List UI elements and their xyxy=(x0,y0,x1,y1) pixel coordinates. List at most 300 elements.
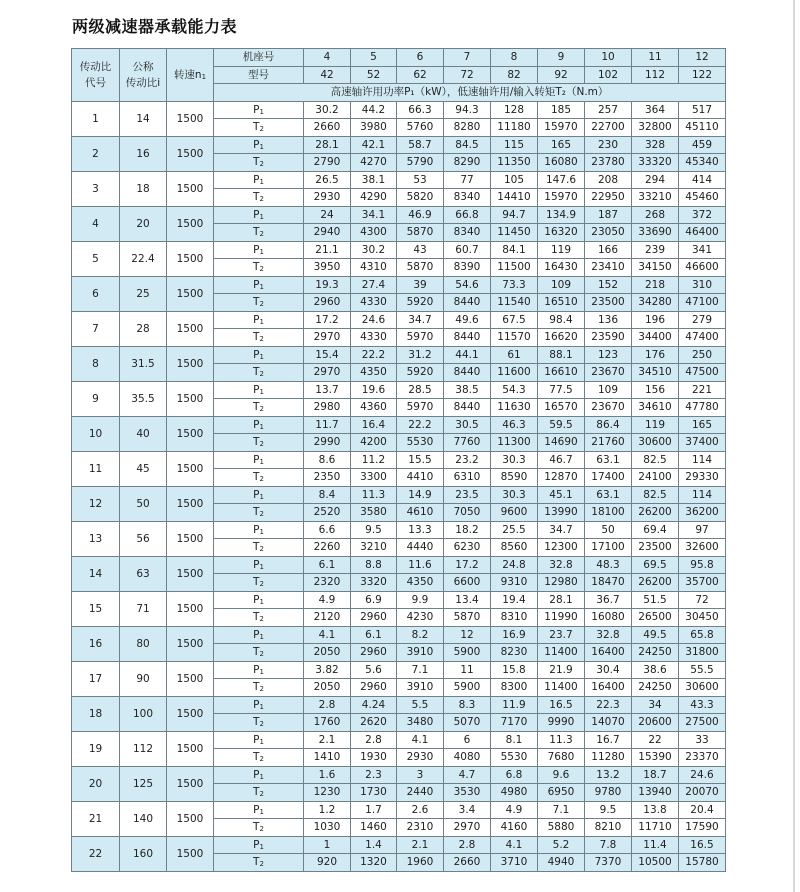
power-value-cell: 19.6 xyxy=(351,381,397,399)
power-value-cell: 66.3 xyxy=(397,101,444,119)
power-value-cell: 11.2 xyxy=(351,451,397,469)
speed-cell: 1500 xyxy=(167,486,214,521)
torque-value-cell: 24250 xyxy=(632,679,679,697)
torque-value-cell: 2960 xyxy=(351,679,397,697)
header-frame-number: 10 xyxy=(585,49,632,67)
power-value-cell: 18.7 xyxy=(632,766,679,784)
power-value-cell: 230 xyxy=(585,136,632,154)
torque-value-cell: 4310 xyxy=(351,259,397,277)
torque-value-cell: 11450 xyxy=(491,224,538,242)
nominal-ratio-cell: 90 xyxy=(120,661,167,696)
torque-value-cell: 4290 xyxy=(351,189,397,207)
power-label: $P_1$ xyxy=(214,206,304,224)
speed-cell: 1500 xyxy=(167,171,214,206)
torque-value-cell: 13940 xyxy=(632,784,679,802)
torque-value-cell: 4440 xyxy=(397,539,444,557)
power-value-cell: 6.8 xyxy=(491,766,538,784)
power-value-cell: 22 xyxy=(632,731,679,749)
torque-value-cell: 8440 xyxy=(444,329,491,347)
torque-value-cell: 8300 xyxy=(491,679,538,697)
torque-value-cell: 7680 xyxy=(538,749,585,767)
torque-label: $T_2$ xyxy=(214,854,304,872)
torque-value-cell: 2310 xyxy=(397,819,444,837)
torque-value-cell: 1460 xyxy=(351,819,397,837)
torque-value-cell: 15780 xyxy=(679,854,726,872)
header-model-number: 92 xyxy=(538,66,585,84)
power-label: $P_1$ xyxy=(214,731,304,749)
power-value-cell: 15.5 xyxy=(397,451,444,469)
power-value-cell: 2.1 xyxy=(304,731,351,749)
torque-value-cell: 3320 xyxy=(351,574,397,592)
torque-value-cell: 26200 xyxy=(632,574,679,592)
power-value-cell: 59.5 xyxy=(538,416,585,434)
torque-value-cell: 4200 xyxy=(351,434,397,452)
torque-value-cell: 8230 xyxy=(491,644,538,662)
power-value-cell: 88.1 xyxy=(538,346,585,364)
power-value-cell: 32.8 xyxy=(585,626,632,644)
torque-value-cell: 11350 xyxy=(491,154,538,172)
speed-cell: 1500 xyxy=(167,451,214,486)
torque-value-cell: 24250 xyxy=(632,644,679,662)
torque-value-cell: 10500 xyxy=(632,854,679,872)
torque-label: $T_2$ xyxy=(214,119,304,137)
header-model-number: 122 xyxy=(679,66,726,84)
power-value-cell: 39 xyxy=(397,276,444,294)
power-value-cell: 43.3 xyxy=(679,696,726,714)
power-value-cell: 65.8 xyxy=(679,626,726,644)
power-label: $P_1$ xyxy=(214,696,304,714)
torque-label: $T_2$ xyxy=(214,364,304,382)
torque-value-cell: 2960 xyxy=(304,294,351,312)
nominal-ratio-cell: 45 xyxy=(120,451,167,486)
ratio-code-cell: 17 xyxy=(72,661,120,696)
power-label: $P_1$ xyxy=(214,451,304,469)
torque-value-cell: 7370 xyxy=(585,854,632,872)
power-value-cell: 24.6 xyxy=(679,766,726,784)
torque-value-cell: 29330 xyxy=(679,469,726,487)
nominal-ratio-cell: 18 xyxy=(120,171,167,206)
power-value-cell: 166 xyxy=(585,241,632,259)
torque-value-cell: 22950 xyxy=(585,189,632,207)
ratio-code-cell: 14 xyxy=(72,556,120,591)
torque-value-cell: 5920 xyxy=(397,294,444,312)
power-value-cell: 134.9 xyxy=(538,206,585,224)
header-frame-number: 7 xyxy=(444,49,491,67)
power-label: $P_1$ xyxy=(214,661,304,679)
torque-value-cell: 14070 xyxy=(585,714,632,732)
power-value-cell: 3.4 xyxy=(444,801,491,819)
torque-value-cell: 2930 xyxy=(304,189,351,207)
header-frame-number: 4 xyxy=(304,49,351,67)
power-value-cell: 27.4 xyxy=(351,276,397,294)
power-value-cell: 38.6 xyxy=(632,661,679,679)
power-value-cell: 218 xyxy=(632,276,679,294)
power-value-cell: 30.2 xyxy=(351,241,397,259)
nominal-ratio-cell: 112 xyxy=(120,731,167,766)
torque-value-cell: 20600 xyxy=(632,714,679,732)
ratio-code-cell: 21 xyxy=(72,801,120,836)
torque-value-cell: 11300 xyxy=(491,434,538,452)
torque-value-cell: 4610 xyxy=(397,504,444,522)
power-value-cell: 95.8 xyxy=(679,556,726,574)
torque-value-cell: 1930 xyxy=(351,749,397,767)
power-value-cell: 11.9 xyxy=(491,696,538,714)
ratio-code-cell: 5 xyxy=(72,241,120,276)
power-value-cell: 34 xyxy=(632,696,679,714)
table-row xyxy=(72,416,726,434)
torque-value-cell: 23500 xyxy=(585,294,632,312)
table-row xyxy=(72,136,726,154)
torque-value-cell: 7760 xyxy=(444,434,491,452)
power-value-cell: 4.7 xyxy=(444,766,491,784)
power-value-cell: 11.3 xyxy=(351,486,397,504)
torque-value-cell: 36200 xyxy=(679,504,726,522)
torque-value-cell: 1760 xyxy=(304,714,351,732)
power-value-cell: 33 xyxy=(679,731,726,749)
power-value-cell: 24 xyxy=(304,206,351,224)
torque-value-cell: 9990 xyxy=(538,714,585,732)
torque-value-cell: 5070 xyxy=(444,714,491,732)
power-value-cell: 23.7 xyxy=(538,626,585,644)
power-value-cell: 14.9 xyxy=(397,486,444,504)
torque-value-cell: 16400 xyxy=(585,679,632,697)
speed-cell: 1500 xyxy=(167,766,214,801)
power-label: $P_1$ xyxy=(214,521,304,539)
power-value-cell: 19.3 xyxy=(304,276,351,294)
torque-value-cell: 3950 xyxy=(304,259,351,277)
torque-value-cell: 12870 xyxy=(538,469,585,487)
power-value-cell: 46.7 xyxy=(538,451,585,469)
ratio-code-cell: 18 xyxy=(72,696,120,731)
torque-value-cell: 1030 xyxy=(304,819,351,837)
power-value-cell: 414 xyxy=(679,171,726,189)
power-value-cell: 44.2 xyxy=(351,101,397,119)
power-value-cell: 18.2 xyxy=(444,521,491,539)
power-value-cell: 2.1 xyxy=(397,836,444,854)
ratio-code-cell: 6 xyxy=(72,276,120,311)
power-value-cell: 364 xyxy=(632,101,679,119)
power-value-cell: 42.1 xyxy=(351,136,397,154)
power-value-cell: 1.7 xyxy=(351,801,397,819)
torque-value-cell: 5900 xyxy=(444,644,491,662)
nominal-ratio-cell: 35.5 xyxy=(120,381,167,416)
power-value-cell: 8.8 xyxy=(351,556,397,574)
power-label: $P_1$ xyxy=(214,381,304,399)
power-value-cell: 1 xyxy=(304,836,351,854)
power-value-cell: 50 xyxy=(585,521,632,539)
nominal-ratio-cell: 160 xyxy=(120,836,167,871)
torque-label: $T_2$ xyxy=(214,154,304,172)
ratio-code-cell: 8 xyxy=(72,346,120,381)
speed-cell: 1500 xyxy=(167,556,214,591)
torque-value-cell: 3910 xyxy=(397,679,444,697)
torque-label: $T_2$ xyxy=(214,224,304,242)
header-model-number: 112 xyxy=(632,66,679,84)
power-value-cell: 43 xyxy=(397,241,444,259)
torque-value-cell: 4160 xyxy=(491,819,538,837)
speed-cell: 1500 xyxy=(167,101,214,136)
power-label: $P_1$ xyxy=(214,416,304,434)
power-value-cell: 4.1 xyxy=(304,626,351,644)
power-value-cell: 6.1 xyxy=(351,626,397,644)
torque-value-cell: 4080 xyxy=(444,749,491,767)
torque-value-cell: 4270 xyxy=(351,154,397,172)
power-value-cell: 114 xyxy=(679,486,726,504)
header-model-number: 82 xyxy=(491,66,538,84)
torque-value-cell: 8390 xyxy=(444,259,491,277)
header-model-number: 102 xyxy=(585,66,632,84)
torque-label: $T_2$ xyxy=(214,294,304,312)
power-value-cell: 82.5 xyxy=(632,486,679,504)
torque-value-cell: 5760 xyxy=(397,119,444,137)
torque-value-cell: 16570 xyxy=(538,399,585,417)
torque-value-cell: 4980 xyxy=(491,784,538,802)
power-value-cell: 8.6 xyxy=(304,451,351,469)
power-value-cell: 4.9 xyxy=(491,801,538,819)
power-value-cell: 13.7 xyxy=(304,381,351,399)
torque-value-cell: 17400 xyxy=(585,469,632,487)
speed-cell: 1500 xyxy=(167,241,214,276)
header-frame-number: 11 xyxy=(632,49,679,67)
ratio-code-cell: 1 xyxy=(72,101,120,136)
power-value-cell: 7.8 xyxy=(585,836,632,854)
power-value-cell: 136 xyxy=(585,311,632,329)
torque-value-cell: 6950 xyxy=(538,784,585,802)
power-value-cell: 9.6 xyxy=(538,766,585,784)
power-value-cell: 34.1 xyxy=(351,206,397,224)
ratio-code-cell: 12 xyxy=(72,486,120,521)
torque-value-cell: 33690 xyxy=(632,224,679,242)
table-row xyxy=(72,171,726,189)
power-value-cell: 16.5 xyxy=(538,696,585,714)
power-value-cell: 6 xyxy=(444,731,491,749)
power-value-cell: 115 xyxy=(491,136,538,154)
torque-value-cell: 8290 xyxy=(444,154,491,172)
nominal-ratio-cell: 25 xyxy=(120,276,167,311)
power-value-cell: 49.6 xyxy=(444,311,491,329)
nominal-ratio-cell: 71 xyxy=(120,591,167,626)
speed-cell: 1500 xyxy=(167,311,214,346)
torque-label: $T_2$ xyxy=(214,504,304,522)
torque-value-cell: 2980 xyxy=(304,399,351,417)
torque-value-cell: 2320 xyxy=(304,574,351,592)
ratio-code-cell: 22 xyxy=(72,836,120,871)
torque-value-cell: 2970 xyxy=(304,329,351,347)
torque-value-cell: 2440 xyxy=(397,784,444,802)
header-model-number: 72 xyxy=(444,66,491,84)
torque-value-cell: 2050 xyxy=(304,644,351,662)
torque-value-cell: 920 xyxy=(304,854,351,872)
torque-value-cell: 12980 xyxy=(538,574,585,592)
power-value-cell: 28.1 xyxy=(304,136,351,154)
torque-value-cell: 11570 xyxy=(491,329,538,347)
torque-value-cell: 9780 xyxy=(585,784,632,802)
torque-value-cell: 11630 xyxy=(491,399,538,417)
power-value-cell: 176 xyxy=(632,346,679,364)
power-value-cell: 8.4 xyxy=(304,486,351,504)
table-row xyxy=(72,556,726,574)
power-value-cell: 61 xyxy=(491,346,538,364)
power-value-cell: 4.1 xyxy=(397,731,444,749)
torque-value-cell: 3710 xyxy=(491,854,538,872)
torque-value-cell: 21760 xyxy=(585,434,632,452)
torque-value-cell: 4330 xyxy=(351,329,397,347)
speed-cell: 1500 xyxy=(167,696,214,731)
ratio-code-cell: 9 xyxy=(72,381,120,416)
power-value-cell: 30.5 xyxy=(444,416,491,434)
torque-value-cell: 17100 xyxy=(585,539,632,557)
power-value-cell: 8.3 xyxy=(444,696,491,714)
speed-cell: 1500 xyxy=(167,206,214,241)
torque-value-cell: 47400 xyxy=(679,329,726,347)
power-value-cell: 30.3 xyxy=(491,451,538,469)
torque-value-cell: 23780 xyxy=(585,154,632,172)
nominal-ratio-cell: 28 xyxy=(120,311,167,346)
torque-value-cell: 31800 xyxy=(679,644,726,662)
reducer-capacity-table xyxy=(71,48,726,872)
torque-value-cell: 23500 xyxy=(632,539,679,557)
torque-value-cell: 24100 xyxy=(632,469,679,487)
power-value-cell: 98.4 xyxy=(538,311,585,329)
table-row xyxy=(72,381,726,399)
power-value-cell: 21.9 xyxy=(538,661,585,679)
power-value-cell: 372 xyxy=(679,206,726,224)
power-value-cell: 3.82 xyxy=(304,661,351,679)
power-value-cell: 46.3 xyxy=(491,416,538,434)
power-value-cell: 26.5 xyxy=(304,171,351,189)
power-value-cell: 6.6 xyxy=(304,521,351,539)
table-row xyxy=(72,766,726,784)
power-value-cell: 97 xyxy=(679,521,726,539)
power-value-cell: 22.3 xyxy=(585,696,632,714)
nominal-ratio-cell: 50 xyxy=(120,486,167,521)
ratio-code-cell: 3 xyxy=(72,171,120,206)
torque-value-cell: 30600 xyxy=(679,679,726,697)
power-value-cell: 16.7 xyxy=(585,731,632,749)
torque-value-cell: 2790 xyxy=(304,154,351,172)
speed-cell: 1500 xyxy=(167,731,214,766)
torque-value-cell: 37400 xyxy=(679,434,726,452)
power-value-cell: 1.4 xyxy=(351,836,397,854)
ratio-code-cell: 15 xyxy=(72,591,120,626)
power-label: $P_1$ xyxy=(214,346,304,364)
torque-value-cell: 3300 xyxy=(351,469,397,487)
power-value-cell: 69.4 xyxy=(632,521,679,539)
power-value-cell: 24.6 xyxy=(351,311,397,329)
torque-value-cell: 47100 xyxy=(679,294,726,312)
header-frame-label: 机座号 xyxy=(214,49,304,67)
power-label: $P_1$ xyxy=(214,311,304,329)
power-value-cell: 13.4 xyxy=(444,591,491,609)
torque-value-cell: 1410 xyxy=(304,749,351,767)
power-value-cell: 17.2 xyxy=(304,311,351,329)
power-value-cell: 32.8 xyxy=(538,556,585,574)
header-units-note: 高速轴许用功率P₁（kW），低速轴许用/输入转矩T₂（N.m） xyxy=(214,84,726,102)
header-ratio: 公称 传动比i xyxy=(120,49,167,102)
torque-value-cell: 5900 xyxy=(444,679,491,697)
torque-label: $T_2$ xyxy=(214,329,304,347)
torque-value-cell: 47780 xyxy=(679,399,726,417)
power-value-cell: 165 xyxy=(679,416,726,434)
power-value-cell: 60.7 xyxy=(444,241,491,259)
torque-value-cell: 45460 xyxy=(679,189,726,207)
power-value-cell: 46.9 xyxy=(397,206,444,224)
power-value-cell: 21.1 xyxy=(304,241,351,259)
power-value-cell: 49.5 xyxy=(632,626,679,644)
power-value-cell: 119 xyxy=(632,416,679,434)
power-value-cell: 1.6 xyxy=(304,766,351,784)
torque-value-cell: 14690 xyxy=(538,434,585,452)
power-value-cell: 196 xyxy=(632,311,679,329)
torque-value-cell: 16610 xyxy=(538,364,585,382)
header-frame-number: 9 xyxy=(538,49,585,67)
torque-label: $T_2$ xyxy=(214,399,304,417)
torque-value-cell: 16080 xyxy=(585,609,632,627)
power-value-cell: 279 xyxy=(679,311,726,329)
header-speed: 转速$n_1$ xyxy=(167,49,214,102)
torque-value-cell: 11400 xyxy=(538,644,585,662)
power-value-cell: 86.4 xyxy=(585,416,632,434)
power-value-cell: 36.7 xyxy=(585,591,632,609)
torque-value-cell: 34400 xyxy=(632,329,679,347)
power-value-cell: 94.3 xyxy=(444,101,491,119)
power-value-cell: 22.2 xyxy=(351,346,397,364)
speed-cell: 1500 xyxy=(167,661,214,696)
table-row xyxy=(72,311,726,329)
torque-value-cell: 46400 xyxy=(679,224,726,242)
power-label: $P_1$ xyxy=(214,136,304,154)
power-value-cell: 45.1 xyxy=(538,486,585,504)
torque-value-cell: 5870 xyxy=(397,259,444,277)
power-value-cell: 13.3 xyxy=(397,521,444,539)
torque-value-cell: 11710 xyxy=(632,819,679,837)
torque-value-cell: 11280 xyxy=(585,749,632,767)
power-value-cell: 7.1 xyxy=(538,801,585,819)
power-value-cell: 16.9 xyxy=(491,626,538,644)
power-value-cell: 11.4 xyxy=(632,836,679,854)
torque-value-cell: 4350 xyxy=(351,364,397,382)
torque-label: $T_2$ xyxy=(214,469,304,487)
power-value-cell: 2.8 xyxy=(444,836,491,854)
torque-value-cell: 3580 xyxy=(351,504,397,522)
power-value-cell: 22.2 xyxy=(397,416,444,434)
power-value-cell: 48.3 xyxy=(585,556,632,574)
torque-value-cell: 23410 xyxy=(585,259,632,277)
torque-label: $T_2$ xyxy=(214,434,304,452)
torque-value-cell: 4940 xyxy=(538,854,585,872)
header-model-number: 62 xyxy=(397,66,444,84)
torque-value-cell: 3530 xyxy=(444,784,491,802)
torque-value-cell: 11540 xyxy=(491,294,538,312)
torque-value-cell: 16320 xyxy=(538,224,585,242)
power-value-cell: 1.2 xyxy=(304,801,351,819)
power-value-cell: 72 xyxy=(679,591,726,609)
torque-value-cell: 3910 xyxy=(397,644,444,662)
torque-value-cell: 5880 xyxy=(538,819,585,837)
torque-value-cell: 1230 xyxy=(304,784,351,802)
table-row xyxy=(72,731,726,749)
power-value-cell: 94.7 xyxy=(491,206,538,224)
power-value-cell: 38.5 xyxy=(444,381,491,399)
torque-value-cell: 8340 xyxy=(444,224,491,242)
nominal-ratio-cell: 56 xyxy=(120,521,167,556)
torque-value-cell: 8590 xyxy=(491,469,538,487)
torque-label: $T_2$ xyxy=(214,714,304,732)
torque-value-cell: 23370 xyxy=(679,749,726,767)
torque-value-cell: 5970 xyxy=(397,399,444,417)
power-value-cell: 341 xyxy=(679,241,726,259)
power-value-cell: 15.8 xyxy=(491,661,538,679)
